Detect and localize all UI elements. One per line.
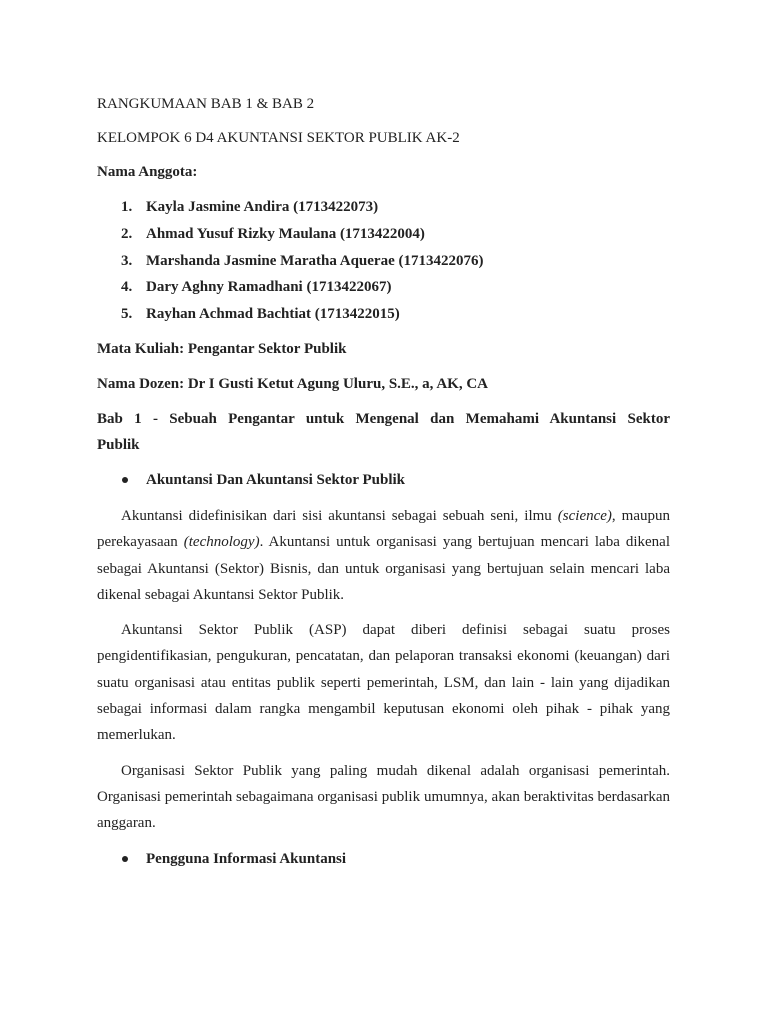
group-title: KELOMPOK 6 D4 AKUNTANSI SEKTOR PUBLIK AK-2 [97,130,460,146]
chapter-heading [97,406,670,458]
section-heading [97,846,670,872]
members-label: Nama Anggota: [97,164,198,180]
paragraph-text: . Akuntansi untuk organisasi yang bertujuan mencari laba dikenal sebagai Akuntansi (Sektor) Bisnis, dan untuk organisasi yang bertujuan selain mencari laba dikenal sebagai Akuntansi Sektor Publik. [97,534,670,603]
document-title: RANGKUMAAN BAB 1 & BAB 2 [97,96,315,112]
list-number: 4. [121,279,133,296]
paragraph-text: , maupun perekayasaan [97,507,670,551]
bullet-icon [122,856,128,862]
chapter-heading-line: Bab 1 - Sebuah Pengantar untuk Mengenal dan Memahami Akuntansi Sektor [97,410,670,427]
document-page [97,91,670,882]
list-item [97,194,670,221]
list-number: 1. [121,199,133,215]
bullet-icon [122,477,128,483]
member-name: Dary Aghny Ramadhani (1713422067) [146,279,392,296]
italic-term: (science) [557,507,612,524]
member-name: Marshanda Jasmine Maratha Aquerae (1713422076) [146,252,484,269]
list-item [97,221,670,248]
lecturer-name: Nama Dozen: Dr I Gusti Ketut Agung Uluru, S.E., a, AK, CA [97,375,489,392]
list-number: 5. [121,306,133,323]
member-name: Rayhan Achmad Bachtiat (1713422015) [146,306,400,323]
section-heading-text: Akuntansi Dan Akuntansi Sektor Publik [146,471,405,488]
chapter-heading-line: Publik [97,436,140,453]
paragraph: Organisasi Sektor Publik yang paling mudah dikenal adalah organisasi pemerintah. Organisasi pemerintah sebagaimana organisasi publik umumnya, akan beraktivitas berdasarkan anggaran. [97,762,670,832]
members-list [97,194,670,328]
paragraph-text: Akuntansi didefinisikan dari sisi akuntansi sebagai sebuah seni, ilmu [121,507,558,524]
list-number: 2. [121,225,133,242]
list-item [97,301,670,328]
member-name: Kayla Jasmine Andira (1713422073) [146,199,379,215]
list-item [97,274,670,301]
course-name: Mata Kuliah: Pengantar Sektor Publik [97,340,347,357]
list-number: 3. [121,252,133,269]
italic-term: (technology) [183,534,260,551]
paragraph: Akuntansi Sektor Publik (ASP) dapat diberi definisi sebagai suatu proses pengidentifikasian, pengukuran, pencatatan, dan pelaporan transaksi ekonomi (keuangan) dari suatu organisasi atau entitas publik seperti pemerintah, LSM, dan lain - lain yang dijadikan sebagai informasi dalam rangka mengambil keputusan ekonomi oleh pihak - pihak yang memerlukan. [97,622,670,744]
section-heading-text: Pengguna Informasi Akuntansi [146,850,347,867]
member-name: Ahmad Yusuf Rizky Maulana (1713422004) [146,225,425,242]
list-item [97,248,670,275]
paragraph [97,503,670,608]
section-heading [97,467,670,493]
